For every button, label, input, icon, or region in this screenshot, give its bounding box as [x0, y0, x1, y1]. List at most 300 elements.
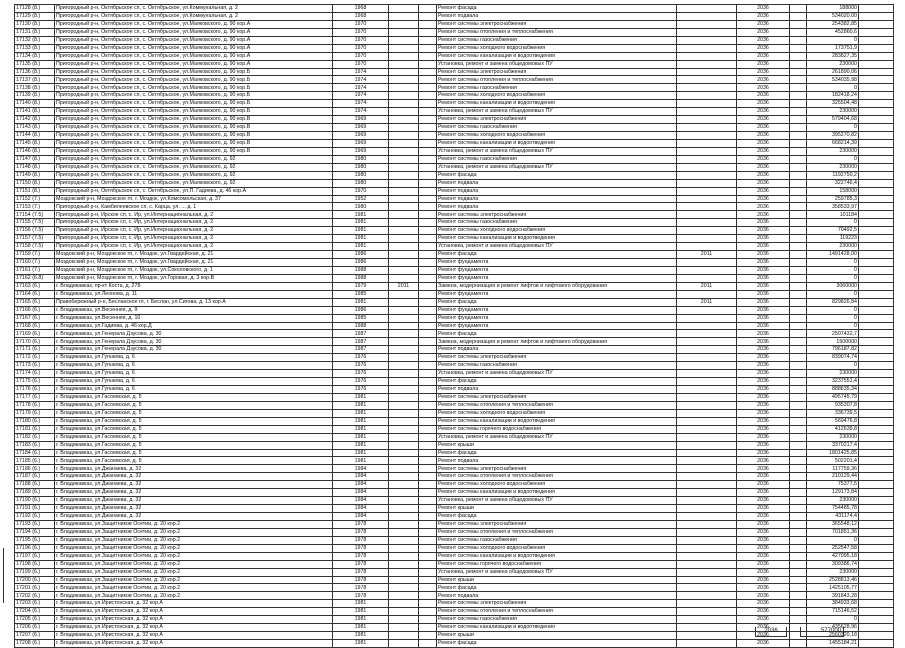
table-row	[15, 370, 894, 378]
cell-empty	[859, 552, 894, 560]
cell-empty	[859, 433, 894, 441]
cell-empty	[859, 576, 894, 584]
cell-work-type: Ремонт системы электроснабжения	[437, 354, 677, 362]
cell-work-type: Ремонт фасада	[437, 640, 677, 648]
cell-empty	[859, 362, 894, 370]
cell-empty	[419, 116, 437, 124]
cell-id: 17193 (6.)	[15, 520, 55, 528]
cell-prev-year	[677, 449, 737, 457]
cell-empty	[859, 473, 894, 481]
cell-repair-year: 2011	[389, 282, 419, 290]
cell-repair-year	[389, 76, 419, 84]
cell-empty	[419, 640, 437, 648]
cell-empty	[859, 560, 894, 568]
cell-empty	[790, 560, 807, 568]
cell-plan-year: 2036	[737, 568, 790, 576]
cell-work-type: Ремонт системы канализации и водоотведения	[437, 489, 677, 497]
cell-plan-year: 2036	[737, 409, 790, 417]
cell-build-year: 1981	[333, 227, 389, 235]
table-row	[15, 306, 894, 314]
table-row	[15, 28, 894, 36]
cell-amount: 435628,96	[807, 624, 859, 632]
cell-repair-year	[389, 640, 419, 648]
cell-repair-year	[389, 132, 419, 140]
cell-empty	[419, 44, 437, 52]
cell-address: г. Владикавказ, ул.Защитников Осетии, д. 20 кор.2	[55, 528, 333, 536]
cell-id: 17162 (6.8)	[15, 274, 55, 282]
cell-empty	[790, 322, 807, 330]
cell-plan-year: 2036	[737, 76, 790, 84]
cell-amount: 534020,00	[807, 12, 859, 20]
cell-build-year: 1981	[333, 449, 389, 457]
cell-build-year: 1980	[333, 203, 389, 211]
cell-prev-year	[677, 378, 737, 386]
cell-id: 17175 (6.)	[15, 378, 55, 386]
cell-amount: 701851,36	[807, 528, 859, 536]
cell-repair-year	[389, 401, 419, 409]
cell-empty	[859, 60, 894, 68]
cell-address: Пригородный р-н, Октябрьское сп, с. Октябрьское, ул.Маяковского, д. 90 кор.В	[55, 124, 333, 132]
cell-prev-year	[677, 171, 737, 179]
cell-empty	[790, 290, 807, 298]
cell-repair-year	[389, 528, 419, 536]
cell-build-year: 1981	[333, 219, 389, 227]
cell-id: 17135 (8.)	[15, 60, 55, 68]
cell-empty	[790, 298, 807, 306]
cell-amount: 230000	[807, 60, 859, 68]
cell-prev-year	[677, 362, 737, 370]
cell-build-year: 1980	[333, 171, 389, 179]
cell-empty	[790, 76, 807, 84]
table-row	[15, 219, 894, 227]
cell-prev-year	[677, 52, 737, 60]
cell-empty	[419, 568, 437, 576]
cell-prev-year	[677, 386, 737, 394]
cell-build-year: 1987	[333, 330, 389, 338]
cell-prev-year	[677, 640, 737, 648]
cell-prev-year	[677, 489, 737, 497]
table-row	[15, 513, 894, 521]
cell-work-type: Ремонт системы канализации и водоотведения	[437, 139, 677, 147]
cell-work-type: Ремонт системы холодного водоснабжения	[437, 132, 677, 140]
cell-empty	[790, 338, 807, 346]
table-row	[15, 92, 894, 100]
table-row	[15, 282, 894, 290]
cell-empty	[859, 227, 894, 235]
cell-plan-year: 2036	[737, 473, 790, 481]
cell-prev-year	[677, 409, 737, 417]
cell-empty	[790, 544, 807, 552]
cell-plan-year: 2036	[737, 179, 790, 187]
cell-empty	[790, 481, 807, 489]
cell-empty	[790, 227, 807, 235]
cell-work-type: Ремонт фасада	[437, 449, 677, 457]
cell-work-type: Ремонт подвала	[437, 592, 677, 600]
cell-empty	[419, 441, 437, 449]
cell-empty	[419, 298, 437, 306]
cell-prev-year	[677, 520, 737, 528]
cell-empty	[419, 290, 437, 298]
cell-work-type: Установка, ремонт и замена общедомовых ПУ	[437, 163, 677, 171]
table-row	[15, 187, 894, 195]
cell-id: 17207 (6.)	[15, 632, 55, 640]
table-row	[15, 243, 894, 251]
cell-empty	[790, 68, 807, 76]
cell-work-type: Ремонт системы горячего водоснабжения	[437, 425, 677, 433]
cell-work-type: Ремонт системы канализации и водоотведения	[437, 417, 677, 425]
cell-id: 17156 (7.5)	[15, 227, 55, 235]
cell-id: 17151 (8.)	[15, 187, 55, 195]
cell-amount: 336739,5	[807, 409, 859, 417]
cell-empty	[790, 219, 807, 227]
cell-amount: 230000	[807, 370, 859, 378]
cell-amount: 129173,84	[807, 489, 859, 497]
table-row	[15, 481, 894, 489]
cell-work-type: Ремонт системы отопления и теплоснабжения	[437, 608, 677, 616]
cell-plan-year: 2036	[737, 211, 790, 219]
cell-id: 17192 (6.)	[15, 513, 55, 521]
cell-build-year: 1974	[333, 100, 389, 108]
cell-empty	[790, 505, 807, 513]
footer-rule-1	[20, 631, 140, 632]
cell-prev-year	[677, 266, 737, 274]
cell-empty	[859, 330, 894, 338]
cell-work-type: Ремонт системы электроснабжения	[437, 520, 677, 528]
cell-repair-year	[389, 370, 419, 378]
cell-amount: 715146,52	[807, 608, 859, 616]
cell-empty	[859, 314, 894, 322]
cell-address: г. Владикавказ, ул.Защитников Осетии, д. 20 кор.2	[55, 584, 333, 592]
cell-repair-year	[389, 576, 419, 584]
cell-amount: 452860,6	[807, 28, 859, 36]
cell-build-year: 1974	[333, 76, 389, 84]
cell-address: Пригородный р-н, Октябрьское сп, с. Октябрьское, ул.Маяковского, д. 90 кор.Б	[55, 92, 333, 100]
cell-id: 17198 (6.)	[15, 560, 55, 568]
cell-repair-year	[389, 417, 419, 425]
cell-empty	[790, 124, 807, 132]
table-row	[15, 560, 894, 568]
cell-amount: 188000	[807, 5, 859, 13]
cell-empty	[419, 195, 437, 203]
table-row	[15, 52, 894, 60]
cell-amount: 3060000	[807, 282, 859, 290]
cell-empty	[790, 155, 807, 163]
cell-prev-year	[677, 608, 737, 616]
cell-empty	[859, 417, 894, 425]
cell-build-year: 1981	[333, 401, 389, 409]
cell-plan-year: 2036	[737, 497, 790, 505]
cell-address: Пригородный р-н, Октябрьское сп, с. Октябрьское, ул.Маяковского, д. 90 кор.А	[55, 36, 333, 44]
cell-empty	[790, 243, 807, 251]
cell-empty	[859, 489, 894, 497]
cell-id: 17136 (8.)	[15, 68, 55, 76]
cell-prev-year	[677, 203, 737, 211]
cell-plan-year: 2036	[737, 251, 790, 259]
cell-empty	[419, 497, 437, 505]
cell-id: 17186 (6.)	[15, 465, 55, 473]
cell-empty	[790, 536, 807, 544]
cell-empty	[790, 36, 807, 44]
cell-address: г. Владикавказ, ул.Гасоевская, д. 5	[55, 449, 333, 457]
cell-id: 17202 (6.)	[15, 592, 55, 600]
cell-work-type: Ремонт подвала	[437, 12, 677, 20]
cell-address: г. Владикавказ, ул.Гасоевская, д. 5	[55, 417, 333, 425]
cell-empty	[859, 195, 894, 203]
cell-id: 17204 (6.)	[15, 608, 55, 616]
cell-plan-year: 2036	[737, 60, 790, 68]
cell-address: г. Владикавказ, ул.Иристонская, д. 32 кор.А	[55, 616, 333, 624]
cell-id: 17143 (8.)	[15, 124, 55, 132]
cell-plan-year: 2036	[737, 36, 790, 44]
cell-repair-year	[389, 457, 419, 465]
cell-empty	[790, 386, 807, 394]
cell-build-year: 1970	[333, 20, 389, 28]
cell-empty	[790, 20, 807, 28]
cell-empty	[790, 584, 807, 592]
cell-id: 17148 (8.)	[15, 163, 55, 171]
cell-empty	[859, 155, 894, 163]
table-row	[15, 108, 894, 116]
cell-repair-year	[389, 290, 419, 298]
cell-prev-year	[677, 401, 737, 409]
table-row	[15, 124, 894, 132]
cell-address: Пригородный р-н, Октябрьское сп, с. Октябрьское, ул.Маяковского, д. 92	[55, 163, 333, 171]
cell-empty	[419, 68, 437, 76]
cell-address: Пригородный р-н, Октябрьское сп, с. Октябрьское, ул.Маяковского, д. 90 кор.А	[55, 20, 333, 28]
cell-prev-year	[677, 44, 737, 52]
cell-build-year: 1974	[333, 68, 389, 76]
cell-empty	[859, 179, 894, 187]
cell-plan-year: 2036	[737, 259, 790, 267]
table-row	[15, 457, 894, 465]
cell-empty	[419, 536, 437, 544]
cell-build-year: 1988	[333, 266, 389, 274]
cell-amount: 0	[807, 616, 859, 624]
cell-prev-year: 2011	[677, 282, 737, 290]
cell-work-type: Ремонт фундамента	[437, 266, 677, 274]
cell-build-year: 1988	[333, 322, 389, 330]
cell-empty	[790, 552, 807, 560]
cell-build-year: 1984	[333, 481, 389, 489]
cell-address: г. Владикавказ, ул.Весенняя, д. 10	[55, 314, 333, 322]
cell-empty	[419, 251, 437, 259]
cell-address: Пригородный р-н, Камбилеевское сп, с. Карца, ул. ... д. 1	[55, 203, 333, 211]
cell-repair-year	[389, 433, 419, 441]
cell-amount: 0	[807, 306, 859, 314]
cell-prev-year	[677, 60, 737, 68]
table-row	[15, 314, 894, 322]
cell-empty	[859, 68, 894, 76]
cell-empty	[790, 608, 807, 616]
cell-empty	[859, 124, 894, 132]
cell-empty	[790, 489, 807, 497]
cell-repair-year	[389, 600, 419, 608]
table-row	[15, 298, 894, 306]
cell-prev-year	[677, 92, 737, 100]
cell-empty	[859, 5, 894, 13]
cell-work-type: Установка, ремонт и замена общедомовых ПУ	[437, 370, 677, 378]
table-row	[15, 12, 894, 20]
cell-empty	[419, 259, 437, 267]
cell-amount: 534035,98	[807, 76, 859, 84]
cell-address: г. Владикавказ, ул.Гугкаева, д. 6	[55, 386, 333, 394]
cell-work-type: Ремонт системы канализации и водоотведения	[437, 52, 677, 60]
cell-amount: 1425105,77	[807, 584, 859, 592]
cell-empty	[859, 298, 894, 306]
table-row	[15, 203, 894, 211]
cell-build-year: 1984	[333, 465, 389, 473]
cell-prev-year	[677, 314, 737, 322]
cell-empty	[790, 401, 807, 409]
cell-work-type: Ремонт подвала	[437, 386, 677, 394]
cell-work-type: Ремонт системы холодного водоснабжения	[437, 544, 677, 552]
cell-work-type: Ремонт системы электроснабжения	[437, 393, 677, 401]
cell-repair-year	[389, 163, 419, 171]
cell-empty	[859, 584, 894, 592]
cell-repair-year	[389, 513, 419, 521]
cell-repair-year	[389, 536, 419, 544]
cell-prev-year	[677, 536, 737, 544]
cell-empty	[790, 409, 807, 417]
cell-address: Правобережный р-н, Бесланское гп, г. Беслан, ул.Сигова, д. 13 кор.А	[55, 298, 333, 306]
cell-empty	[419, 108, 437, 116]
cell-empty	[859, 386, 894, 394]
cell-id: 17153 (7.)	[15, 203, 55, 211]
cell-prev-year	[677, 505, 737, 513]
table-row	[15, 346, 894, 354]
cell-empty	[859, 608, 894, 616]
cell-id: 17146 (8.)	[15, 147, 55, 155]
cell-empty	[419, 592, 437, 600]
cell-address: Пригородный р-н, Октябрьское сп, с. Октябрьское, ул.Маяковского, д. 90 кор.Б	[55, 76, 333, 84]
cell-build-year: 1985	[333, 290, 389, 298]
cell-empty	[859, 441, 894, 449]
cell-work-type: Ремонт системы газоснабжения	[437, 536, 677, 544]
cell-prev-year	[677, 457, 737, 465]
cell-address: Пригородный р-н, Ирское сп, с. Ир, ул.Интернациональная, д. 2	[55, 235, 333, 243]
cell-repair-year	[389, 473, 419, 481]
cell-work-type: Ремонт крыши	[437, 576, 677, 584]
cell-build-year: 1981	[333, 409, 389, 417]
table-row	[15, 266, 894, 274]
table-row	[15, 44, 894, 52]
cell-build-year: 1978	[333, 560, 389, 568]
cell-empty	[419, 417, 437, 425]
cell-repair-year	[389, 243, 419, 251]
table-row	[15, 5, 894, 13]
cell-prev-year	[677, 393, 737, 401]
cell-repair-year	[389, 60, 419, 68]
cell-repair-year	[389, 608, 419, 616]
cell-empty	[419, 425, 437, 433]
table-row	[15, 592, 894, 600]
cell-repair-year	[389, 481, 419, 489]
cell-plan-year: 2036	[737, 195, 790, 203]
cell-build-year: 1976	[333, 362, 389, 370]
cell-empty	[790, 187, 807, 195]
cell-repair-year	[389, 20, 419, 28]
cell-empty	[419, 489, 437, 497]
cell-work-type: Ремонт подвала	[437, 203, 677, 211]
table-row	[15, 433, 894, 441]
cell-empty	[419, 147, 437, 155]
cell-address: г. Владикавказ, ул.Иристонская, д. 32 кор.А	[55, 600, 333, 608]
cell-empty	[419, 520, 437, 528]
cell-address: Пригородный р-н, Октябрьское сп, с. Октябрьское, ул.Маяковского, д. 90 кор.В	[55, 147, 333, 155]
cell-prev-year	[677, 108, 737, 116]
cell-empty	[419, 616, 437, 624]
cell-build-year: 1981	[333, 640, 389, 648]
cell-work-type: Ремонт крыши	[437, 441, 677, 449]
cell-repair-year	[389, 386, 419, 394]
cell-repair-year	[389, 203, 419, 211]
cell-repair-year	[389, 44, 419, 52]
cell-empty	[419, 266, 437, 274]
cell-plan-year: 2036	[737, 378, 790, 386]
cell-id: 17173 (6.)	[15, 362, 55, 370]
cell-plan-year: 2036	[737, 354, 790, 362]
cell-amount: 70492,5	[807, 227, 859, 235]
cell-empty	[859, 132, 894, 140]
cell-amount: 2528813,46	[807, 576, 859, 584]
table-row	[15, 68, 894, 76]
footer-totals	[0, 627, 905, 640]
cell-empty	[859, 544, 894, 552]
cell-prev-year	[677, 124, 737, 132]
cell-amount: 2507432,7	[807, 330, 859, 338]
cell-empty	[790, 354, 807, 362]
cell-empty	[790, 433, 807, 441]
table-row	[15, 330, 894, 338]
cell-empty	[790, 12, 807, 20]
cell-empty	[790, 251, 807, 259]
cell-empty	[859, 274, 894, 282]
cell-empty	[419, 409, 437, 417]
table-row	[15, 251, 894, 259]
cell-prev-year	[677, 473, 737, 481]
cell-empty	[859, 92, 894, 100]
cell-plan-year: 2036	[737, 52, 790, 60]
table-row	[15, 179, 894, 187]
cell-repair-year	[389, 251, 419, 259]
cell-build-year: 1980	[333, 163, 389, 171]
cell-id: 17132 (8.)	[15, 36, 55, 44]
cell-empty	[790, 600, 807, 608]
cell-id: 17203 (6.)	[15, 600, 55, 608]
cell-repair-year	[389, 568, 419, 576]
cell-amount: 0	[807, 266, 859, 274]
cell-id: 17158 (7.5)	[15, 243, 55, 251]
cell-build-year: 1981	[333, 243, 389, 251]
cell-empty	[419, 306, 437, 314]
cell-build-year: 1979	[333, 282, 389, 290]
cell-plan-year: 2036	[737, 155, 790, 163]
cell-prev-year	[677, 259, 737, 267]
cell-empty	[790, 274, 807, 282]
cell-plan-year: 2036	[737, 290, 790, 298]
cell-empty	[419, 76, 437, 84]
table-row	[15, 568, 894, 576]
table-row	[15, 274, 894, 282]
cell-address: Пригородный р-н, Октябрьское сп, с. Октябрьское, ул.Маяковского, д. 90 кор.А	[55, 60, 333, 68]
cell-id: 17166 (6.)	[15, 306, 55, 314]
cell-address: г. Владикавказ, ул.Гасоевская, д. 5	[55, 457, 333, 465]
cell-id: 17128 (8.)	[15, 5, 55, 13]
cell-empty	[859, 20, 894, 28]
cell-repair-year	[389, 155, 419, 163]
cell-amount: 75377,5	[807, 481, 859, 489]
table-row	[15, 409, 894, 417]
